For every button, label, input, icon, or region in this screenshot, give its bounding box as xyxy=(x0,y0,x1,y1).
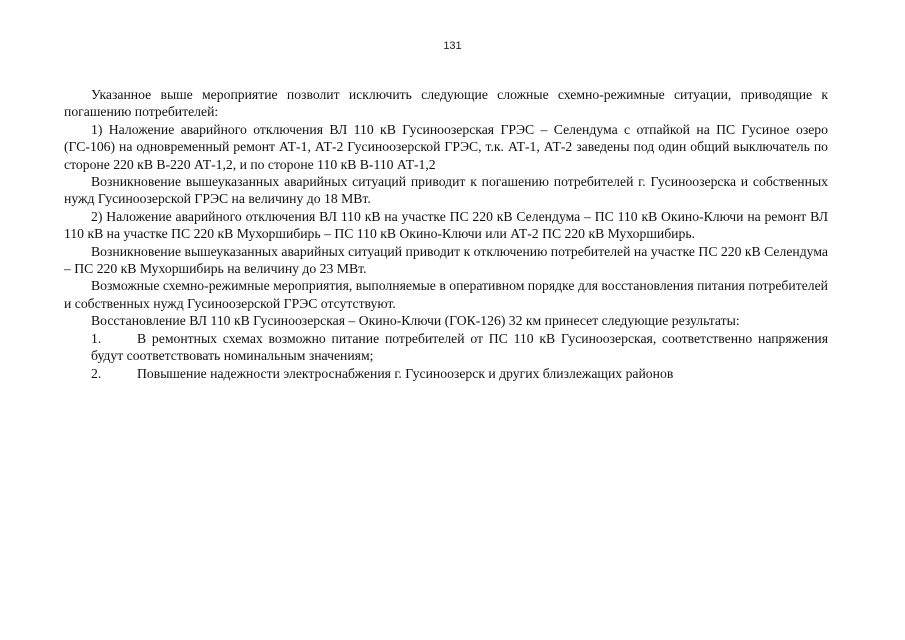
result-text: Повышение надежности электроснабжения г. Гусиноозерск и других близлежащих районов xyxy=(137,365,674,381)
result-number: 2. xyxy=(91,365,102,381)
paragraph-case-1: 1) Наложение аварийного отключения ВЛ 110 кВ Гусиноозерская ГРЭС – Селендума с отпайкой на ПС Гусиное озеро (ГС-106) на одновременный ремонт АТ-1, АТ-2 Гусиноозерской ГРЭС, т.к. АТ-1, АТ-2 заведены под один общий выключатель по стороне 220 кВ В-220 АТ-1,2, и по стороне 110 кВ В-110 АТ-1,2 xyxy=(64,121,828,172)
paragraph-case-1-consequence: Возникновение вышеуказанных аварийных ситуаций приводит к погашению потребителей г. Гусиноозерска и собственных нужд Гусиноозерской ГРЭС на величину до 18 МВт. xyxy=(64,174,828,207)
page-number: 131 xyxy=(443,40,462,52)
result-text: В ремонтных схемах возможно питание потребителей от ПС 110 кВ Гусиноозерская, соответственно напряжения будут соответствовать номинальным значениям; xyxy=(91,330,828,364)
document-body xyxy=(64,86,828,382)
paragraph-no-measures: Возможные схемно-режимные мероприятия, выполняемые в оперативном порядке для восстановления питания потребителей и собственных нужд Гусиноозерской ГРЭС отсутствуют. xyxy=(64,278,828,311)
paragraph-intro: Указанное выше мероприятие позволит исключить следующие сложные схемно-режимные ситуации, приводящие к погашению потребителей: xyxy=(64,87,828,120)
paragraph-case-2-consequence: Возникновение вышеуказанных аварийных ситуаций приводит к отключению потребителей на участке ПС 220 кВ Селендума – ПС 220 кВ Мухоршибирь на величину до 23 МВт. xyxy=(64,243,828,277)
result-number: 1. xyxy=(91,330,102,346)
paragraph-case-2: 2) Наложение аварийного отключения ВЛ 110 кВ на участке ПС 220 кВ Селендума – ПС 110 кВ Окино-Ключи на ремонт ВЛ 110 кВ на участке ПС 220 кВ Мухоршибирь – ПС 110 кВ Окино-Ключи или АТ-2 ПС 220 кВ Мухоршибирь. xyxy=(64,208,828,242)
result-item-2 xyxy=(64,365,828,382)
result-item-1 xyxy=(64,330,828,365)
paragraph-restoration: Восстановление ВЛ 110 кВ Гусиноозерская – Окино-Ключи (ГОК-126) 32 км принесет следующие результаты: xyxy=(91,313,740,329)
